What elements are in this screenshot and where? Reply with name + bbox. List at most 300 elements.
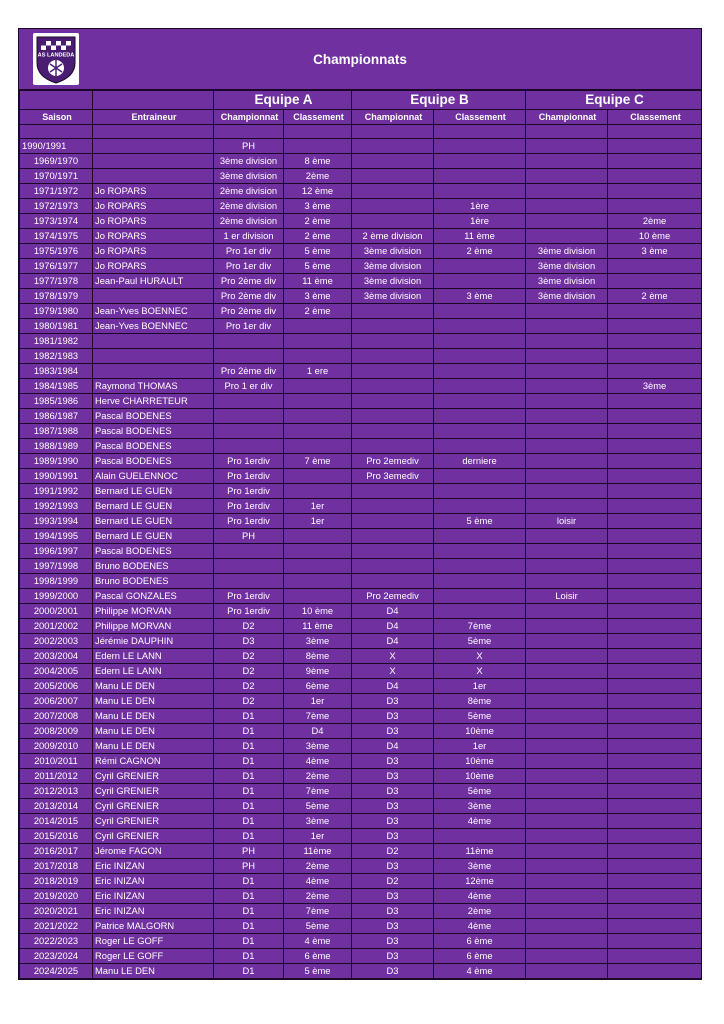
cell-classement-a: 1 ere	[284, 364, 352, 379]
table-row	[20, 499, 702, 514]
cell-championnat-c	[526, 139, 608, 154]
cell-championnat-c	[526, 574, 608, 589]
cell-championnat-a: D1	[214, 724, 284, 739]
spacer-row	[20, 125, 702, 139]
cell-classement-b	[434, 319, 526, 334]
cell-entraineur	[93, 349, 214, 364]
cell-championnat-b: D3	[352, 889, 434, 904]
cell-championnat-b: D2	[352, 844, 434, 859]
cell-entraineur: Manu LE DEN	[93, 679, 214, 694]
cell-classement-c	[608, 814, 702, 829]
cell-classement-b	[434, 589, 526, 604]
cell-championnat-b: D3	[352, 799, 434, 814]
cell-classement-a: 3ème	[284, 634, 352, 649]
cell-classement-a: D4	[284, 724, 352, 739]
cell-classement-c	[608, 664, 702, 679]
cell-championnat-b: D3	[352, 784, 434, 799]
table-row	[20, 874, 702, 889]
cell-classement-c	[608, 769, 702, 784]
cell-championnat-c	[526, 214, 608, 229]
cell-championnat-a	[214, 409, 284, 424]
cell-classement-c	[608, 799, 702, 814]
cell-entraineur: Bernard LE GUEN	[93, 484, 214, 499]
cell-classement-a: 5 ème	[284, 964, 352, 979]
cell-saison: 2003/2004	[20, 649, 93, 664]
cell-championnat-b	[352, 169, 434, 184]
header-championnat-c: Championnat	[526, 110, 608, 125]
cell-championnat-c: Loisir	[526, 589, 608, 604]
cell-entraineur: Jo ROPARS	[93, 229, 214, 244]
cell-classement-c	[608, 259, 702, 274]
cell-classement-b	[434, 484, 526, 499]
cell-championnat-b	[352, 484, 434, 499]
cell-championnat-b	[352, 424, 434, 439]
cell-classement-b: derniere	[434, 454, 526, 469]
cell-championnat-b: 2 ème division	[352, 229, 434, 244]
cell-saison: 1994/1995	[20, 529, 93, 544]
table-row	[20, 739, 702, 754]
cell-championnat-a: Pro 1erdiv	[214, 499, 284, 514]
cell-championnat-c	[526, 394, 608, 409]
cell-championnat-b: D3	[352, 919, 434, 934]
cell-championnat-b: 3ème division	[352, 244, 434, 259]
cell-classement-b	[434, 544, 526, 559]
cell-saison: 1989/1990	[20, 454, 93, 469]
table-row	[20, 199, 702, 214]
cell-championnat-a: D1	[214, 964, 284, 979]
cell-championnat-c	[526, 694, 608, 709]
cell-championnat-a: D1	[214, 829, 284, 844]
cell-classement-c	[608, 529, 702, 544]
cell-entraineur: Manu LE DEN	[93, 724, 214, 739]
cell-classement-c: 3ème	[608, 379, 702, 394]
cell-championnat-a: Pro 1erdiv	[214, 484, 284, 499]
cell-championnat-a: D1	[214, 949, 284, 964]
cell-championnat-c	[526, 844, 608, 859]
cell-entraineur: Cyril GRENIER	[93, 829, 214, 844]
table-row	[20, 289, 702, 304]
cell-classement-b: 2 ème	[434, 244, 526, 259]
cell-championnat-b	[352, 394, 434, 409]
table-row	[20, 799, 702, 814]
cell-entraineur: Manu LE DEN	[93, 709, 214, 724]
cell-championnat-a: Pro 1er div	[214, 259, 284, 274]
cell-saison: 1987/1988	[20, 424, 93, 439]
header-championnat-b: Championnat	[352, 110, 434, 125]
cell-classement-a: 5ème	[284, 919, 352, 934]
table-row	[20, 829, 702, 844]
cell-championnat-b	[352, 349, 434, 364]
cell-classement-c	[608, 709, 702, 724]
cell-championnat-c	[526, 874, 608, 889]
cell-classement-c	[608, 139, 702, 154]
cell-classement-a: 3ème	[284, 739, 352, 754]
cell-classement-a	[284, 529, 352, 544]
cell-championnat-b	[352, 304, 434, 319]
table-row	[20, 274, 702, 289]
table-row	[20, 334, 702, 349]
cell-classement-a: 6 ème	[284, 949, 352, 964]
cell-championnat-c	[526, 859, 608, 874]
cell-championnat-c	[526, 814, 608, 829]
cell-saison: 2014/2015	[20, 814, 93, 829]
cell-championnat-b: D3	[352, 904, 434, 919]
cell-classement-c	[608, 559, 702, 574]
cell-saison: 1986/1987	[20, 409, 93, 424]
cell-championnat-b: D3	[352, 934, 434, 949]
cell-championnat-b	[352, 409, 434, 424]
cell-classement-b	[434, 409, 526, 424]
cell-classement-b: 8ème	[434, 694, 526, 709]
cell-classement-b: 3ème	[434, 859, 526, 874]
table-row	[20, 394, 702, 409]
cell-classement-c	[608, 574, 702, 589]
cell-classement-a: 2ème	[284, 169, 352, 184]
cell-entraineur: Bernard LE GUEN	[93, 499, 214, 514]
cell-classement-b	[434, 529, 526, 544]
cell-classement-a: 11ème	[284, 844, 352, 859]
header-classement-c: Classement	[608, 110, 702, 125]
cell-classement-b	[434, 394, 526, 409]
cell-entraineur: Pascal BODENES	[93, 454, 214, 469]
cell-championnat-a: D1	[214, 904, 284, 919]
cell-championnat-c	[526, 334, 608, 349]
cell-entraineur: Eric INIZAN	[93, 859, 214, 874]
cell-classement-c	[608, 589, 702, 604]
cell-entraineur: Eric INIZAN	[93, 904, 214, 919]
cell-championnat-a: D1	[214, 754, 284, 769]
cell-saison: 2024/2025	[20, 964, 93, 979]
header-classement-a: Classement	[284, 110, 352, 125]
championnats-sheet	[18, 28, 702, 980]
cell-classement-b: 6 ème	[434, 934, 526, 949]
cell-saison: 2011/2012	[20, 769, 93, 784]
cell-saison: 2009/2010	[20, 739, 93, 754]
cell-classement-a	[284, 484, 352, 499]
cell-championnat-c	[526, 469, 608, 484]
cell-entraineur: Pascal GONZALES	[93, 589, 214, 604]
cell-classement-b: 4 ème	[434, 964, 526, 979]
cell-classement-c	[608, 394, 702, 409]
cell-championnat-a	[214, 424, 284, 439]
cell-championnat-c: loisir	[526, 514, 608, 529]
cell-saison: 2010/2011	[20, 754, 93, 769]
cell-championnat-b: D4	[352, 679, 434, 694]
cell-championnat-a	[214, 349, 284, 364]
cell-championnat-c	[526, 199, 608, 214]
cell-championnat-b	[352, 364, 434, 379]
cell-championnat-b	[352, 529, 434, 544]
cell-classement-c	[608, 739, 702, 754]
table-row	[20, 244, 702, 259]
cell-classement-b	[434, 169, 526, 184]
cell-championnat-c	[526, 889, 608, 904]
cell-championnat-a: D2	[214, 664, 284, 679]
cell-classement-b: 5ème	[434, 634, 526, 649]
cell-classement-a: 4 ème	[284, 934, 352, 949]
cell-classement-a: 2ème	[284, 889, 352, 904]
cell-classement-c: 10 ème	[608, 229, 702, 244]
cell-championnat-b	[352, 319, 434, 334]
cell-classement-a: 7ème	[284, 784, 352, 799]
cell-saison: 2001/2002	[20, 619, 93, 634]
cell-classement-c	[608, 949, 702, 964]
cell-saison: 1977/1978	[20, 274, 93, 289]
cell-championnat-a	[214, 544, 284, 559]
cell-championnat-c: 3ème division	[526, 244, 608, 259]
cell-saison: 1971/1972	[20, 184, 93, 199]
cell-championnat-b: D2	[352, 874, 434, 889]
cell-entraineur: Jean-Paul HURAULT	[93, 274, 214, 289]
cell-classement-a: 3ème	[284, 814, 352, 829]
cell-saison: 1975/1976	[20, 244, 93, 259]
cell-championnat-a: Pro 1erdiv	[214, 589, 284, 604]
cell-classement-a: 8ème	[284, 649, 352, 664]
cell-classement-a: 2ème	[284, 859, 352, 874]
table-row	[20, 304, 702, 319]
cell-classement-b	[434, 154, 526, 169]
cell-championnat-b	[352, 214, 434, 229]
cell-classement-b: 3ème	[434, 799, 526, 814]
cell-championnat-a: 2ème division	[214, 184, 284, 199]
cell-championnat-b: Pro 2emediv	[352, 589, 434, 604]
cell-saison: 2013/2014	[20, 799, 93, 814]
cell-championnat-a: Pro 2ème div	[214, 289, 284, 304]
table-row	[20, 559, 702, 574]
cell-championnat-b: D3	[352, 829, 434, 844]
cell-classement-c	[608, 349, 702, 364]
cell-championnat-b	[352, 574, 434, 589]
championnats-table	[19, 90, 702, 979]
cell-classement-c	[608, 859, 702, 874]
table-row	[20, 664, 702, 679]
cell-classement-a: 7 ème	[284, 454, 352, 469]
cell-championnat-b: X	[352, 649, 434, 664]
cell-entraineur: Philippe MORVAN	[93, 604, 214, 619]
cell-entraineur: Manu LE DEN	[93, 739, 214, 754]
cell-classement-b: 10ème	[434, 754, 526, 769]
cell-entraineur: Bernard LE GUEN	[93, 529, 214, 544]
cell-classement-c	[608, 829, 702, 844]
cell-classement-a: 2ème	[284, 769, 352, 784]
cell-championnat-b: Pro 3emediv	[352, 469, 434, 484]
cell-classement-a: 2 ème	[284, 304, 352, 319]
cell-saison: 2023/2024	[20, 949, 93, 964]
cell-entraineur: Jo ROPARS	[93, 244, 214, 259]
group-equipe-c: Equipe C	[526, 91, 702, 110]
cell-entraineur: Patrice MALGORN	[93, 919, 214, 934]
cell-championnat-b: D4	[352, 619, 434, 634]
cell-championnat-a: D1	[214, 889, 284, 904]
table-row	[20, 844, 702, 859]
table-row	[20, 919, 702, 934]
cell-classement-a: 1er	[284, 499, 352, 514]
cell-championnat-c	[526, 739, 608, 754]
cell-championnat-a: Pro 2ème div	[214, 274, 284, 289]
cell-championnat-b: D4	[352, 739, 434, 754]
cell-championnat-c	[526, 949, 608, 964]
cell-championnat-b: D3	[352, 814, 434, 829]
cell-classement-b	[434, 499, 526, 514]
column-header-row	[20, 110, 702, 125]
cell-championnat-b: D3	[352, 769, 434, 784]
cell-championnat-b	[352, 499, 434, 514]
cell-championnat-a: D1	[214, 919, 284, 934]
cell-classement-b: 11 ème	[434, 229, 526, 244]
cell-classement-c	[608, 364, 702, 379]
cell-championnat-b: D3	[352, 694, 434, 709]
cell-championnat-c	[526, 964, 608, 979]
cell-championnat-c	[526, 709, 608, 724]
cell-classement-a	[284, 394, 352, 409]
cell-classement-c: 2 ème	[608, 289, 702, 304]
table-row	[20, 769, 702, 784]
cell-classement-a	[284, 139, 352, 154]
cell-championnat-a: D1	[214, 739, 284, 754]
cell-championnat-c	[526, 664, 608, 679]
table-row	[20, 709, 702, 724]
cell-championnat-b: D3	[352, 859, 434, 874]
cell-championnat-a: Pro 1er div	[214, 244, 284, 259]
cell-entraineur: Bernard LE GUEN	[93, 514, 214, 529]
cell-classement-c	[608, 934, 702, 949]
table-row	[20, 169, 702, 184]
cell-championnat-c	[526, 679, 608, 694]
cell-championnat-c	[526, 484, 608, 499]
cell-entraineur: Raymond THOMAS	[93, 379, 214, 394]
cell-saison: 1992/1993	[20, 499, 93, 514]
cell-classement-a: 3 ème	[284, 199, 352, 214]
cell-entraineur: Rémi CAGNON	[93, 754, 214, 769]
cell-entraineur: Eric INIZAN	[93, 874, 214, 889]
cell-entraineur	[93, 364, 214, 379]
table-row	[20, 364, 702, 379]
cell-classement-c	[608, 439, 702, 454]
cell-saison: 1985/1986	[20, 394, 93, 409]
cell-championnat-c	[526, 229, 608, 244]
cell-classement-b	[434, 364, 526, 379]
cell-saison: 2008/2009	[20, 724, 93, 739]
table-row	[20, 814, 702, 829]
cell-classement-a: 12 ème	[284, 184, 352, 199]
cell-classement-a: 1er	[284, 694, 352, 709]
cell-saison: 1991/1992	[20, 484, 93, 499]
cell-classement-b	[434, 379, 526, 394]
table-row	[20, 454, 702, 469]
cell-championnat-c	[526, 799, 608, 814]
cell-saison: 2021/2022	[20, 919, 93, 934]
cell-championnat-c	[526, 439, 608, 454]
table-row	[20, 649, 702, 664]
cell-classement-a: 4ème	[284, 874, 352, 889]
cell-championnat-c	[526, 364, 608, 379]
cell-championnat-a: 3ème division	[214, 169, 284, 184]
cell-saison: 1982/1983	[20, 349, 93, 364]
cell-classement-c	[608, 604, 702, 619]
table-row	[20, 529, 702, 544]
cell-entraineur: Cyril GRENIER	[93, 784, 214, 799]
cell-saison: 1999/2000	[20, 589, 93, 604]
cell-classement-a	[284, 349, 352, 364]
cell-classement-c	[608, 964, 702, 979]
cell-classement-b: 4ème	[434, 889, 526, 904]
cell-championnat-a: PH	[214, 844, 284, 859]
table-row	[20, 964, 702, 979]
cell-championnat-c	[526, 379, 608, 394]
cell-championnat-b	[352, 184, 434, 199]
cell-classement-a: 3 ème	[284, 289, 352, 304]
table-row	[20, 544, 702, 559]
cell-classement-c: 2ème	[608, 214, 702, 229]
cell-championnat-a: 3ème division	[214, 154, 284, 169]
cell-entraineur: Roger LE GOFF	[93, 934, 214, 949]
cell-classement-b: 6 ème	[434, 949, 526, 964]
cell-saison: 2004/2005	[20, 664, 93, 679]
cell-saison: 2015/2016	[20, 829, 93, 844]
cell-classement-b: 1ère	[434, 214, 526, 229]
cell-saison: 2012/2013	[20, 784, 93, 799]
cell-classement-c	[608, 169, 702, 184]
cell-championnat-c: 3ème division	[526, 274, 608, 289]
table-row	[20, 619, 702, 634]
cell-championnat-b	[352, 334, 434, 349]
table-row	[20, 724, 702, 739]
cell-classement-b: 12ème	[434, 874, 526, 889]
cell-saison: 1978/1979	[20, 289, 93, 304]
cell-classement-a: 5 ème	[284, 259, 352, 274]
cell-championnat-c	[526, 784, 608, 799]
cell-championnat-a: D2	[214, 619, 284, 634]
cell-championnat-b	[352, 439, 434, 454]
cell-championnat-c	[526, 604, 608, 619]
cell-championnat-c	[526, 499, 608, 514]
cell-saison: 1969/1970	[20, 154, 93, 169]
cell-entraineur: Manu LE DEN	[93, 964, 214, 979]
cell-championnat-c	[526, 409, 608, 424]
cell-classement-c	[608, 424, 702, 439]
cell-classement-c	[608, 484, 702, 499]
table-row	[20, 439, 702, 454]
cell-classement-b	[434, 604, 526, 619]
cell-championnat-c	[526, 724, 608, 739]
table-row	[20, 484, 702, 499]
table-row	[20, 154, 702, 169]
table-row	[20, 229, 702, 244]
cell-classement-c	[608, 919, 702, 934]
cell-championnat-c	[526, 349, 608, 364]
cell-classement-b: 7ème	[434, 619, 526, 634]
cell-classement-a	[284, 544, 352, 559]
cell-saison: 2020/2021	[20, 904, 93, 919]
cell-classement-a: 1er	[284, 829, 352, 844]
cell-classement-b: 4ème	[434, 919, 526, 934]
cell-championnat-c	[526, 919, 608, 934]
table-row	[20, 889, 702, 904]
cell-championnat-a: Pro 1er div	[214, 319, 284, 334]
cell-classement-a: 5ème	[284, 799, 352, 814]
cell-championnat-a: D1	[214, 814, 284, 829]
cell-classement-a: 7ème	[284, 904, 352, 919]
cell-classement-a	[284, 409, 352, 424]
cell-entraineur: Edern LE LANN	[93, 664, 214, 679]
cell-entraineur: Pascal BODENES	[93, 409, 214, 424]
cell-classement-c	[608, 784, 702, 799]
cell-championnat-c	[526, 169, 608, 184]
cell-championnat-b	[352, 544, 434, 559]
cell-saison: 2000/2001	[20, 604, 93, 619]
cell-championnat-a: D1	[214, 769, 284, 784]
cell-championnat-c	[526, 304, 608, 319]
